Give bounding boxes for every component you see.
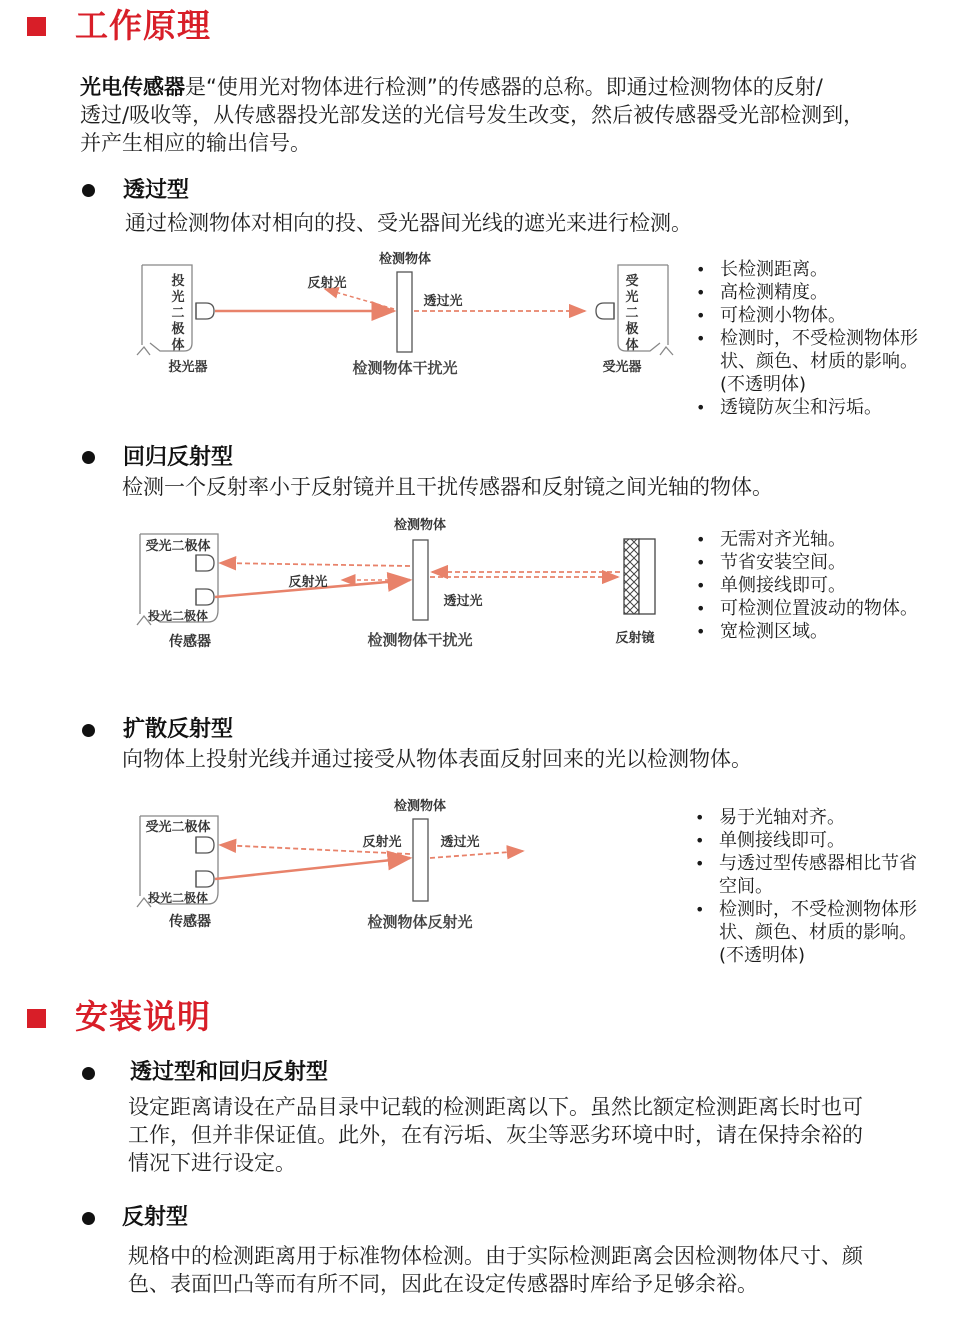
intro-bold-term: 光电传感器 — [80, 75, 185, 99]
subsection-title-diffuse: 扩散反射型 — [123, 717, 234, 742]
subsection-desc-through: 通过检测物体对相向的投、受光器间光线的遮光来进行检测。 — [125, 211, 692, 235]
sensor-label: 传感器 — [169, 914, 211, 930]
feature-item: • 可检测小物体。 — [694, 304, 954, 327]
detected-object — [397, 272, 412, 352]
reflected-beam — [325, 289, 394, 309]
feature-item: • 透镜防灰尘和污垢。 — [694, 396, 954, 419]
feature-item: • 宽检测区域。 — [694, 620, 954, 643]
emitter-char: 体 — [171, 338, 185, 353]
emit-diode-label: 投光二极体 — [147, 609, 209, 623]
emitter-label: 投光器 — [168, 360, 208, 375]
diagram-caption: 检测物体干扰光 — [367, 631, 473, 649]
feature-item: • 可检测位置波动的物体。 — [694, 597, 954, 620]
diagram-caption: 检测物体反射光 — [367, 913, 473, 931]
intro-line: 透过/吸收等，从传感器投光部发送的光信号发生改变，然后被传感器受光部检测到， — [80, 103, 865, 127]
feature-item: • 长检测距离。 — [694, 258, 954, 281]
retro-features — [694, 528, 954, 643]
mirror-label: 反射镜 — [615, 631, 655, 646]
returned-beam — [220, 563, 410, 566]
feature-item: • 检测时，不受检测物体形 状、颜色、材质的影响。 (不透明体) — [693, 898, 953, 967]
bullet-icon — [82, 1067, 95, 1080]
install-item-title: 反射型 — [122, 1205, 189, 1230]
receiver-char: 极 — [625, 322, 639, 337]
diffuse-features — [693, 806, 953, 967]
section-title-principle: 工作原理 — [75, 6, 211, 45]
detected-object — [413, 540, 428, 620]
reflect-label: 反射光 — [362, 835, 402, 850]
emitter-diode-icon — [196, 589, 214, 605]
receiver-diode-icon — [596, 303, 614, 319]
emitter-char: 极 — [171, 322, 185, 337]
through-beam-diagram — [130, 243, 680, 388]
receiver-char: 受 — [625, 274, 639, 289]
section-marker-icon — [27, 17, 46, 36]
bullet-icon — [82, 1212, 95, 1225]
transmitted-beam — [430, 851, 523, 858]
pass-label: 透过光 — [423, 294, 463, 309]
install-item-body: 规格中的检测距离用于标准物体检测。由于实际检测距离会因检测物体尺寸、颜 色、表面凹凸等而有所不同，因此在设定传感器时库给予足够余裕。 — [128, 1244, 863, 1296]
through-features — [694, 258, 954, 419]
reflector-mirror — [624, 539, 639, 614]
section-marker-icon — [27, 1009, 46, 1028]
diagram-caption: 检测物体干扰光 — [352, 359, 458, 377]
subsection-desc-retro: 检测一个反射率小于反射镜并且干扰传感器和反射镜之间光轴的物体。 — [122, 475, 773, 499]
emit-diode-label: 投光二极体 — [147, 891, 209, 905]
principle-intro — [80, 73, 940, 157]
feature-item: • 单侧接线即可。 — [694, 574, 954, 597]
recv-diode-label: 受光二极体 — [145, 539, 211, 554]
bullet-icon — [82, 724, 95, 737]
retro-reflective-diagram — [130, 510, 680, 660]
receiver-char: 二 — [625, 306, 639, 321]
object-label: 检测物体 — [378, 252, 432, 267]
bullet-icon — [82, 451, 95, 464]
feature-item: • 检测时，不受检测物体形 状、颜色、材质的影响。 (不透明体) — [694, 327, 954, 396]
object-label: 检测物体 — [393, 799, 447, 814]
emitter-char: 光 — [171, 290, 185, 305]
feature-item: • 节省安装空间。 — [694, 551, 954, 574]
feature-item: • 易于光轴对齐。 — [693, 806, 953, 829]
subsection-title-through: 透过型 — [123, 178, 190, 203]
sensor-label: 传感器 — [169, 634, 211, 650]
receiver-char: 体 — [625, 338, 639, 353]
receiver-label: 受光器 — [602, 360, 642, 375]
bullet-icon — [82, 184, 95, 197]
detected-object — [413, 819, 428, 901]
intro-line: 并产生相应的输出信号。 — [80, 131, 311, 155]
emitted-beam — [215, 858, 410, 879]
receiver-char: 光 — [625, 290, 639, 305]
install-item-body: 设定距离请设在产品目录中记载的检测距离以下。虽然比额定检测距离长时也可 工作，但并非保证值。此外，在有污垢、灰尘等恶劣环境中时，请在保持余裕的 情况下进行设定。 — [128, 1095, 863, 1175]
feature-item: • 与透过型传感器相比节省 空间。 — [693, 852, 953, 898]
emitter-char: 二 — [171, 306, 185, 321]
pass-label: 透过光 — [443, 594, 483, 609]
diffuse-reflective-diagram — [130, 792, 550, 937]
section-title-install: 安装说明 — [75, 997, 211, 1036]
emitter-diode-icon — [196, 303, 214, 319]
pass-label: 透过光 — [440, 835, 480, 850]
object-label: 检测物体 — [393, 518, 447, 533]
feature-item: • 单侧接线即可。 — [693, 829, 953, 852]
install-item-title: 透过型和回归反射型 — [130, 1060, 329, 1085]
emitter-diode-icon — [196, 871, 214, 887]
feature-item: • 高检测精度。 — [694, 281, 954, 304]
intro-line: 是“使用光对物体进行检测”的传感器的总称。即通过检测物体的反射/ — [185, 75, 823, 99]
reflect-label: 反射光 — [288, 575, 328, 590]
recv-diode-label: 受光二极体 — [145, 820, 211, 835]
subsection-title-retro: 回归反射型 — [123, 445, 234, 470]
subsection-desc-diffuse: 向物体上投射光线并通过接受从物体表面反射回来的光以检测物体。 — [122, 747, 752, 771]
feature-item: • 无需对齐光轴。 — [694, 528, 954, 551]
reflect-label: 反射光 — [307, 276, 347, 291]
emitter-char: 投 — [171, 274, 185, 289]
receiver-diode-icon — [196, 837, 214, 853]
receiver-diode-icon — [196, 555, 214, 571]
